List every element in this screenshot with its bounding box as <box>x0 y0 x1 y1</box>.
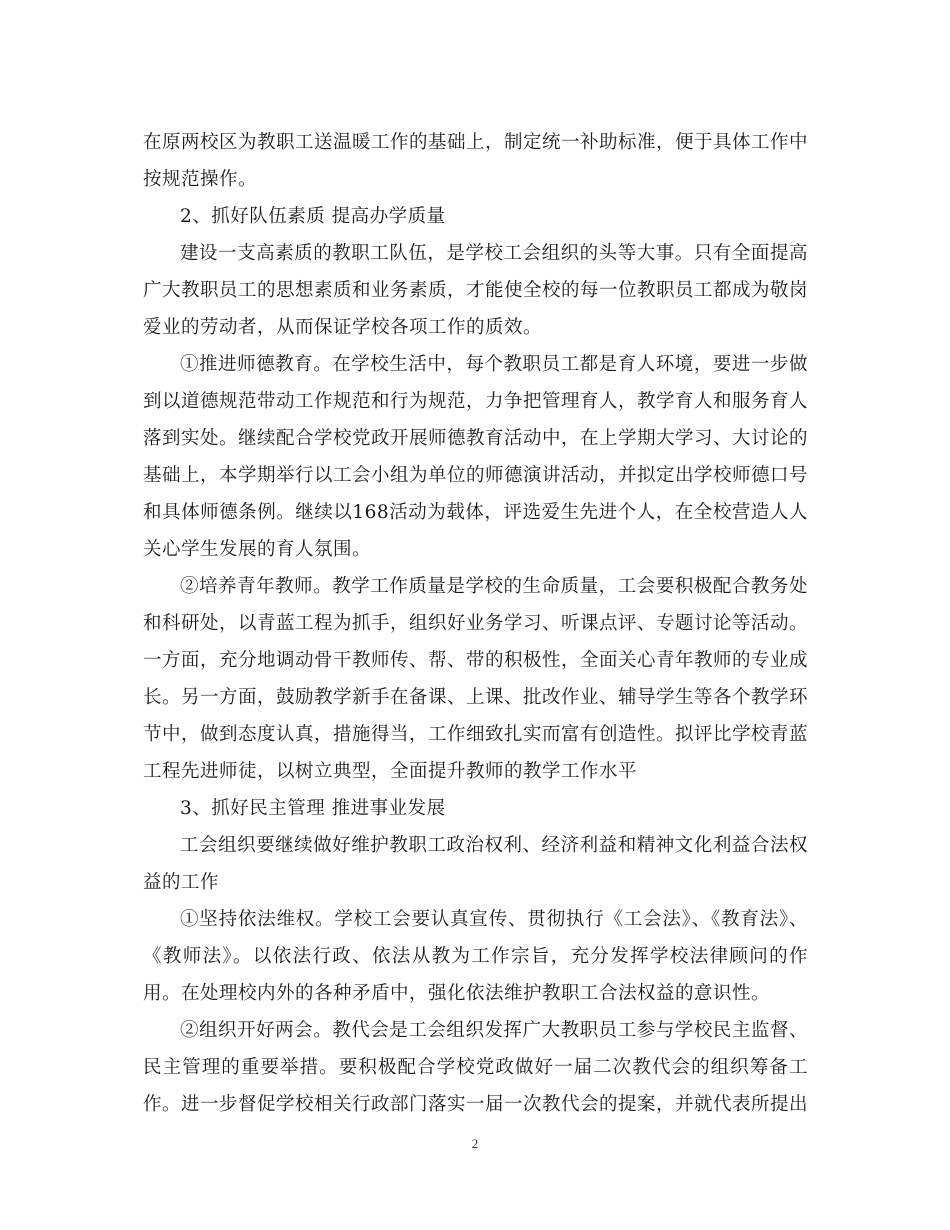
section-heading-3: 3、抓好民主管理 推进事业发展 <box>180 798 446 819</box>
paragraph-continued: 在原两校区为教职工送温暖工作的基础上，制定统一补助标准，便于具体工作中按规范操作。 <box>143 132 809 190</box>
paragraph-ethics-education: ①推进师德教育。在学校生活中，每个教职员工都是育人环境，要进一步做到以道德规范带动工作规范和行为规范，力争把管理育人，教学育人和服务育人落到实处。继续配合学校党政开展师德教育活动中，在上学期大学习、大讨论的基础上，本学期举行以工会小组为单位的师德演讲活动，并拟定出学校师德口号和具体师德条例。继续以168活动为载体，评选爱生先进个人，在全校营造人人关心学生发展的育人氛围。 <box>143 354 809 560</box>
section-heading-2: 2、抓好队伍素质 提高办学质量 <box>180 206 446 227</box>
paragraph: 建设一支高素质的教职工队伍，是学校工会组织的头等大事。只有全面提高广大教职员工的思想素质和业务素质，才能使全校的每一位教职员工都成为敬岗爱业的劳动者，从而保证学校各项工作的质效。 <box>143 243 809 338</box>
page-number: 2 <box>471 1136 479 1151</box>
paragraph-two-meetings: ②组织开好两会。教代会是工会组织发挥广大教职员工参与学校民主监督、民主管理的重要举措。要积极配合学校党政做好一届二次教代会的组织筹备工作。进一步督促学校相关行政部门落实一届一次教代会的提案，并就代表所提出 <box>143 1020 809 1115</box>
document-body <box>143 124 808 1123</box>
paragraph-legal-rights: ①坚持依法维权。学校工会要认真宣传、贯彻执行《工会法》、《教育法》、《教师法》。以依法行政、依法从教为工作宗旨，充分发挥学校法律顾问的作用。在处理校内外的各种矛盾中，强化依法维护教职工合法权益的意识性。 <box>143 909 808 1004</box>
paragraph-young-teachers: ②培养青年教师。教学工作质量是学校的生命质量，工会要积极配合教务处和科研处，以青蓝工程为抓手，组织好业务学习、听课点评、专题讨论等活动。一方面，充分地调动骨干教师传、帮、带的积极性，全面关心青年教师的专业成长。另一方面，鼓励教学新手在备课、上课、批改作业、辅导学生等各个教学环节中，做到态度认真，措施得当，工作细致扎实而富有创造性。拟评比学校青蓝工程先进师徒，以树立典型，全面提升教师的教学工作水平 <box>143 576 809 782</box>
paragraph: 工会组织要继续做好维护教职工政治权利、经济利益和精神文化利益合法权益的工作 <box>143 835 808 893</box>
